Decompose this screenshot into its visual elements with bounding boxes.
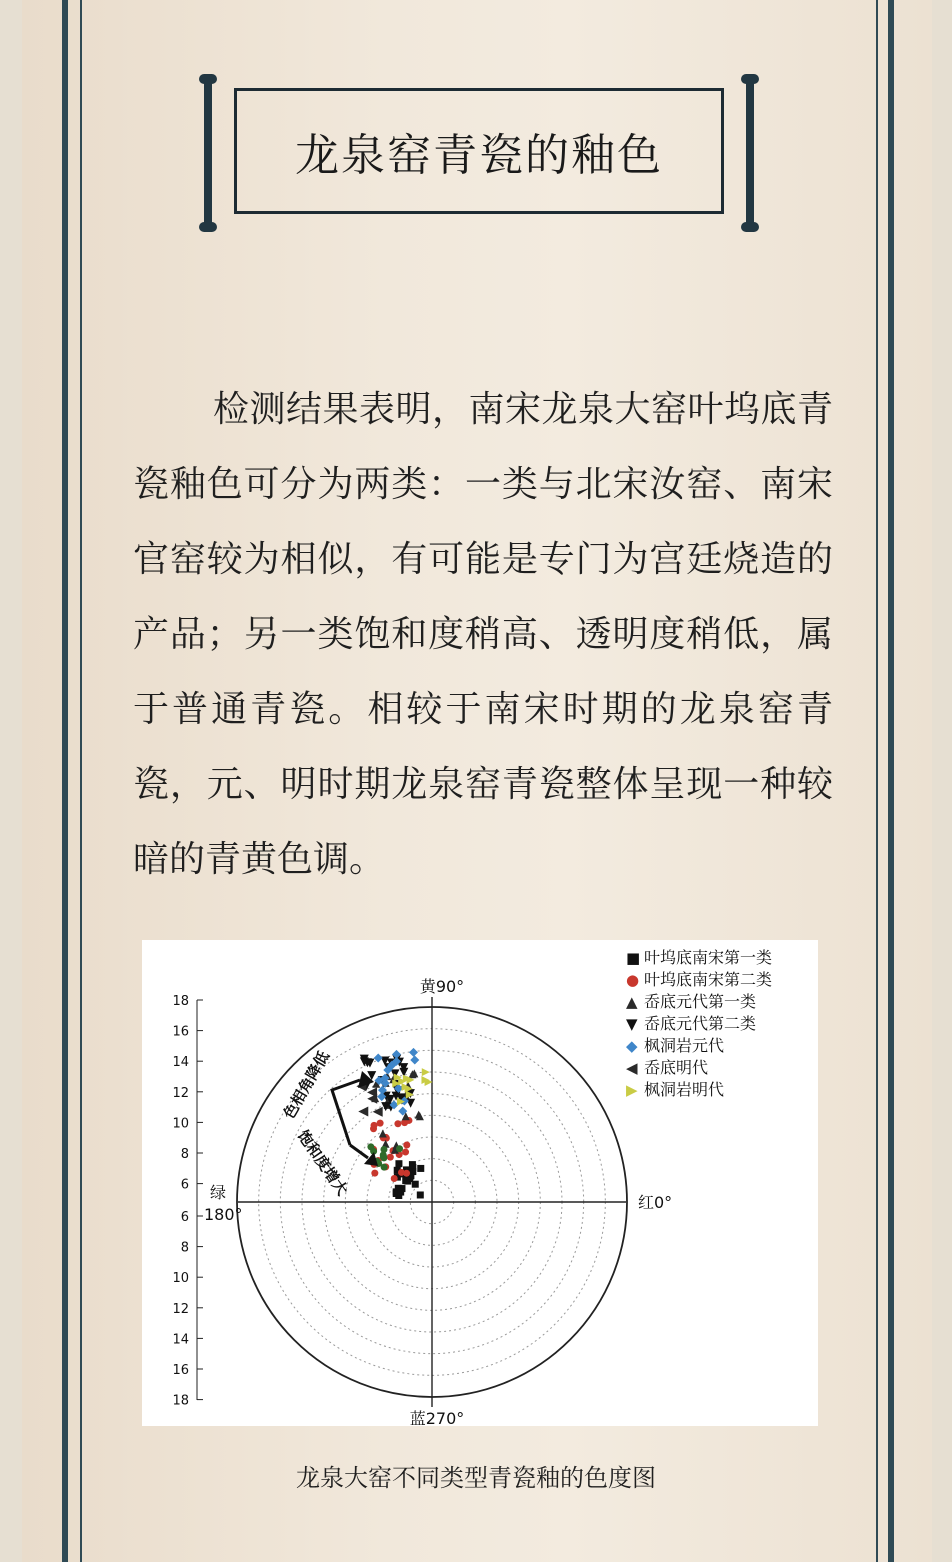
scale-tick-label: 8	[180, 1240, 189, 1256]
legend-marker: ◀	[626, 1059, 638, 1077]
scatter-point	[403, 1170, 410, 1177]
scatter-point	[391, 1175, 398, 1182]
scale-tick-label: 12	[172, 1301, 189, 1317]
scatter-point	[380, 1154, 387, 1161]
scatter-point	[373, 1107, 383, 1117]
annotation-saturation: 饱和度增大	[293, 1126, 352, 1199]
direction-top: 黄90°	[419, 977, 465, 996]
legend-marker: ●	[626, 971, 640, 989]
scale-tick-label: 6	[180, 1177, 189, 1193]
scatter-point	[387, 1154, 394, 1161]
legend-marker: ▼	[626, 1015, 638, 1033]
annotation-hue: 色相角降低	[279, 1048, 333, 1122]
scatter-point	[402, 1149, 409, 1156]
scatter-point	[395, 1160, 402, 1167]
scatter-point	[371, 1122, 378, 1129]
scale-tick-label: 12	[172, 1085, 189, 1101]
scatter-point	[380, 1146, 387, 1153]
scale-tick-label: 14	[172, 1332, 189, 1348]
legend-label: 岙底元代第二类	[644, 1014, 757, 1033]
legend-label: 岙底明代	[644, 1058, 709, 1077]
scatter-point	[417, 1165, 424, 1172]
scatter-point	[358, 1106, 368, 1116]
body-paragraph: 检测结果表明，南宋龙泉大窑叶坞底青瓷釉色可分为两类：一类与北宋汝窑、南宋官窑较为相似，有可能是专门为宫廷烧造的产品；另一类饱和度稍高、透明度稍低，属于普通青瓷。相较于南宋时期的龙泉窑青瓷，元、明时期龙泉窑青瓷整体呈现一种较暗的青黄色调。	[133, 389, 833, 880]
scale-tick-label: 18	[172, 994, 189, 1009]
left-border-line	[80, 0, 82, 1562]
scale-tick-label: 8	[180, 1147, 189, 1162]
scroll-right-bottom-cap	[741, 222, 759, 232]
legend-label: 叶坞底南宋第二类	[644, 970, 773, 989]
scroll-left-rod	[204, 78, 212, 230]
scatter-point	[377, 1120, 384, 1127]
right-border-bar	[888, 0, 894, 1562]
legend-label: 枫洞岩元代	[644, 1036, 725, 1055]
scale-tick-label: 6	[180, 1210, 189, 1225]
direction-bottom: 蓝270°	[409, 1409, 465, 1426]
scatter-point	[412, 1181, 419, 1188]
legend-marker: ▶	[626, 1081, 638, 1099]
scatter-point	[394, 1120, 401, 1127]
legend-marker: ■	[626, 949, 641, 967]
scatter-point	[417, 1191, 424, 1198]
scatter-point	[396, 1145, 403, 1152]
direction-left-bottom: 180°	[204, 1205, 243, 1224]
scatter-point	[379, 1130, 387, 1138]
arrow-saturation-head	[364, 1152, 378, 1166]
scroll-right-rod	[746, 78, 754, 230]
arrow-hue	[332, 1080, 360, 1145]
chromaticity-chart	[142, 940, 818, 1426]
scale-tick-label: 14	[172, 1055, 189, 1071]
left-border-bar	[62, 0, 68, 1562]
scale-tick-label: 10	[172, 1116, 189, 1132]
chart-caption: 龙泉大窑不同类型青瓷釉的色度图	[296, 1464, 656, 1492]
scale-tick-label: 10	[172, 1271, 189, 1287]
scale-tick-label: 18	[172, 1393, 189, 1409]
direction-right: 红0°	[638, 1193, 673, 1212]
legend-label: 枫洞岩明代	[644, 1080, 725, 1099]
scale-tick-label: 16	[172, 1024, 189, 1040]
legend-label: 叶坞底南宋第一类	[644, 948, 773, 967]
scatter-point	[403, 1141, 410, 1148]
right-border-line	[876, 0, 878, 1562]
scatter-point	[409, 1048, 418, 1057]
chart-svg	[142, 940, 818, 1426]
page-title: 龙泉窑青瓷的釉色	[295, 130, 663, 181]
scatter-point	[422, 1068, 430, 1076]
scroll-left-bottom-cap	[199, 222, 217, 232]
direction-left-top: 绿	[210, 1183, 227, 1202]
legend-marker: ◆	[626, 1037, 638, 1055]
legend-marker: ▲	[626, 993, 638, 1011]
scatter-point	[410, 1055, 419, 1064]
body-text	[133, 372, 833, 897]
scatter-point	[415, 1111, 423, 1119]
title-frame	[234, 88, 724, 214]
scatter-point	[397, 1189, 404, 1196]
scatter-point	[371, 1170, 378, 1177]
scale-tick-label: 16	[172, 1363, 189, 1378]
legend-label: 岙底元代第一类	[644, 992, 757, 1011]
